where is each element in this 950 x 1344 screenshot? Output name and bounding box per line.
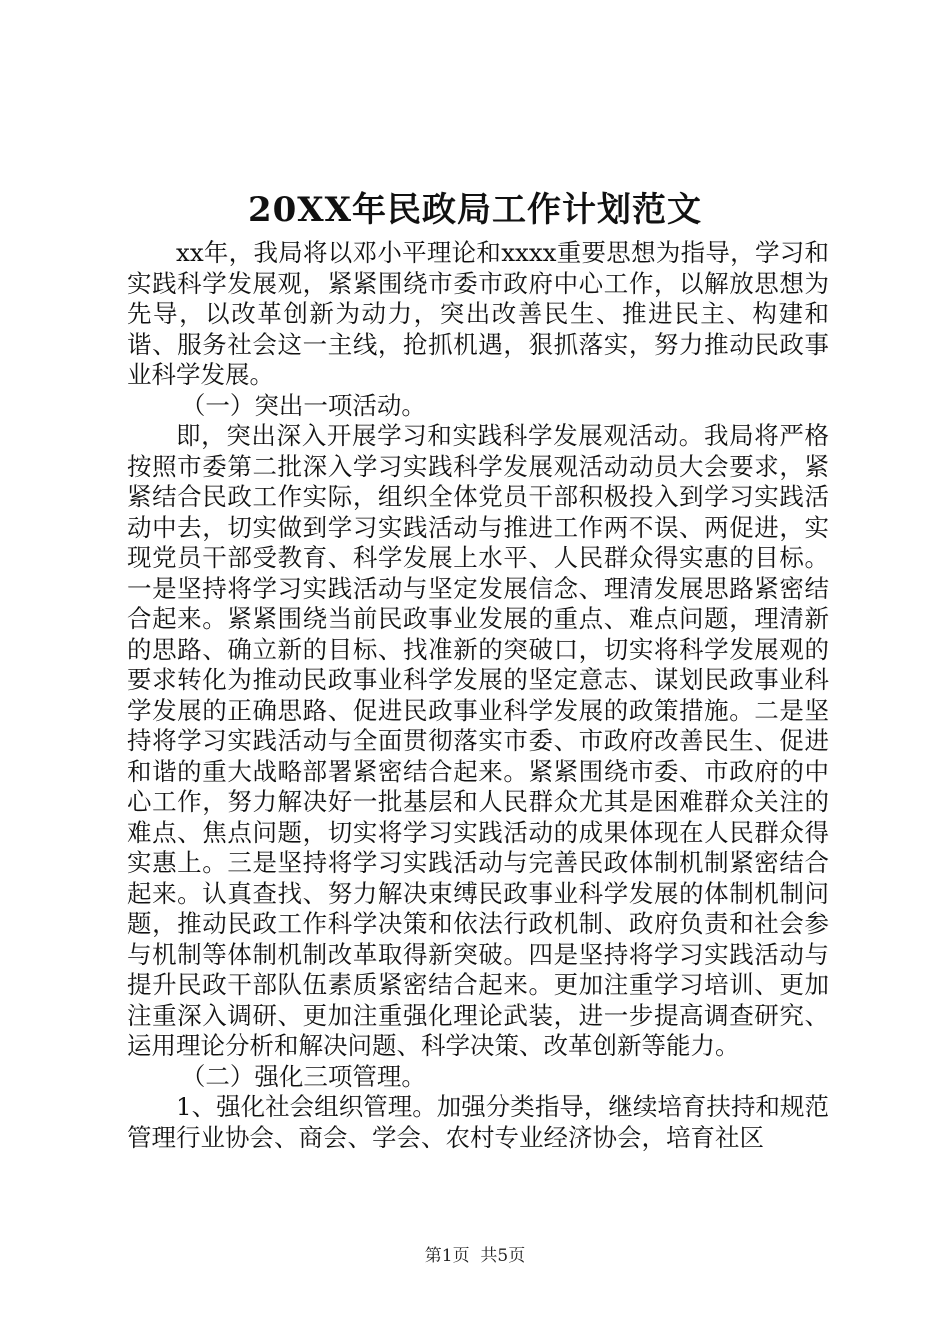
document-title: 20XX年民政局工作计划范文 <box>247 190 703 230</box>
body-paragraph-activity: 即，突出深入开展学习和实践科学发展观活动。我局将严格按照市委第二批深入学习实践科学发展观活动动员大会要求，紧紧结合民政工作实际，组织全体党员干部积极投入到学习实践活动中去，切实做到学习实践活动与推进工作两不误、两促进，实现党员干部受教育、科学发展上水平、人民群众得实惠的目标。一是坚持将学习实践活动与坚定发展信念、理清发展思路紧密结合起来。紧紧围绕当前民政事业发展的重点、难点问题，理清新的思路、确立新的目标、找准新的突破口，切实将科学发展观的要求转化为推动民政事业科学发展的坚定意志、谋划民政事业科学发展的正确思路、促进民政事业科学发展的政策措施。二是坚持将学习实践活动与全面贯彻落实市委、市政府改善民生、促进和谐的重大战略部署紧密结合起来。紧紧围绕市委、市政府的中心工作，努力解决好一批基层和人民群众尤其是困难群众关注的难点、焦点问题，切实将学习实践活动的成果体现在人民群众得实惠上。三是坚持将学习实践活动与完善民政体制机制紧密结合起来。认真查找、努力解决束缚民政事业科学发展的体制机制问题，推动民政工作科学决策和依法行政机制、政府负责和社会参与机制等体制机制改革取得新突破。四是坚持将学习实践活动与提升民政干部队伍素质紧密结合起来。更加注重学习培训、更加注重深入调研、更加注重强化理论武装，进一步提高调查研究、运用理论分析和解决问题、科学决策、改革创新等能力。 <box>127 421 829 1060</box>
page-number: 第1页 <box>424 1246 470 1266</box>
section-heading-1: （一）突出一项活动。 <box>180 390 426 420</box>
page-total: 共5页 <box>480 1246 526 1266</box>
section-heading-2: （二）强化三项管理。 <box>180 1061 426 1091</box>
body-paragraph-intro: xx年，我局将以邓小平理论和xxxx重要思想为指导，学习和实践科学发展观，紧紧围绕市委市政府中心工作，以解放思想为先导，以改革创新为动力，突出改善民生、推进民主、构建和谐、服务社会这一主线，抢抓机遇，狠抓落实，努力推动民政事业科学发展。 <box>127 238 829 389</box>
body-paragraph-management: 1、强化社会组织管理。加强分类指导，继续培育扶持和规范管理行业协会、商会、学会、农村专业经济协会，培育社区 <box>127 1092 829 1152</box>
document-body <box>127 238 829 1153</box>
page-footer <box>0 1244 950 1268</box>
